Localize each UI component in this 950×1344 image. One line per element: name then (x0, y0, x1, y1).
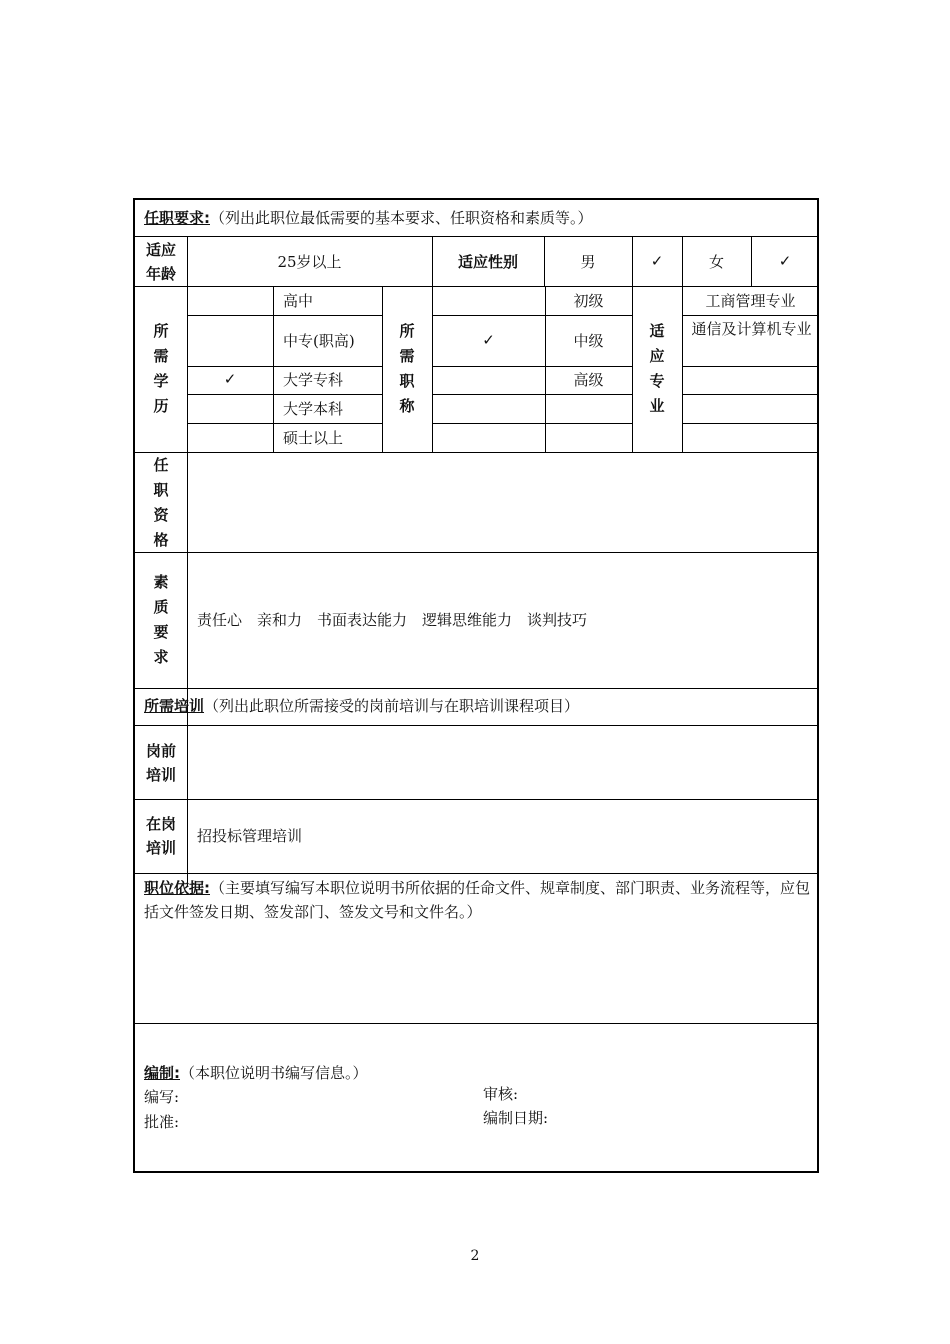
job-requirements-form (133, 198, 819, 1173)
rule (432, 394, 632, 395)
gender-female: 女 (708, 253, 724, 271)
title-level: 中级 (573, 332, 604, 350)
rule (187, 423, 382, 424)
rule (682, 366, 819, 367)
education-level: 大学专科 (283, 371, 344, 389)
training-title: 所需培训 (144, 697, 205, 715)
rule (135, 725, 819, 726)
education-level: 高中 (283, 292, 314, 310)
rule (273, 286, 274, 452)
rule (187, 366, 382, 367)
major-label: 适应专业 (649, 322, 665, 415)
rule (135, 236, 819, 237)
rule (187, 315, 382, 316)
age-label: 适应年龄 (145, 241, 176, 283)
basis-note: （主要填写编写本职位说明书所依据的任命文件、规章制度、部门职责、业务流程等，应包括文件签发日期、签发部门、签发文号和文件名。） (144, 879, 811, 921)
title-label: 所需职称 (399, 322, 415, 415)
major-item: 工商管理专业 (705, 292, 796, 310)
quality-value: 责任心 亲和力 书面表达能力 逻辑思维能力 谈判技巧 (197, 611, 588, 629)
gender-label: 适应性别 (457, 253, 518, 271)
approver-label: 批准: (144, 1113, 180, 1131)
quality-label: 素质要求 (153, 573, 169, 666)
compile-heading (144, 1063, 368, 1083)
rule (135, 873, 819, 874)
education-check-mark: ✓ (223, 370, 237, 388)
rule (432, 366, 632, 367)
rule (135, 452, 819, 453)
on-training-value: 招投标管理培训 (197, 827, 303, 845)
age-value: 25岁以上 (277, 253, 342, 271)
rule (682, 394, 819, 395)
basis-title: 职位依据: (144, 879, 210, 897)
training-note: （列出此职位所需接受的岗前培训与在职培训课程项目） (204, 697, 580, 715)
rule (187, 394, 382, 395)
requirements-heading (144, 208, 593, 228)
compile-title: 编制: (144, 1064, 180, 1082)
qualification-label: 任职资格 (153, 456, 169, 549)
requirements-title: 任职要求: (144, 209, 210, 227)
compile-note: （本职位说明书编写信息。） (180, 1064, 368, 1082)
female-check-mark: ✓ (778, 252, 792, 270)
rule (135, 688, 819, 689)
rule (432, 423, 632, 424)
date-label: 编制日期: (483, 1109, 549, 1127)
rule (682, 315, 819, 316)
rule (135, 799, 819, 800)
on-training-label: 在岗培训 (145, 815, 176, 857)
pre-training-label: 岗前培训 (145, 742, 176, 784)
title-check-mark: ✓ (482, 331, 495, 349)
education-level: 中专(职高) (283, 332, 355, 350)
title-level: 初级 (573, 292, 604, 310)
male-check-mark: ✓ (650, 252, 664, 270)
rule (682, 423, 819, 424)
rule (135, 286, 819, 287)
rule (187, 236, 188, 886)
rule (135, 1023, 819, 1024)
education-level: 大学本科 (283, 400, 344, 418)
education-label: 所需学历 (153, 322, 169, 415)
rule (432, 315, 632, 316)
gender-male: 男 (580, 253, 596, 271)
reviewer-label: 审核: (483, 1085, 519, 1103)
rule (382, 286, 383, 452)
education-level: 硕士以上 (283, 429, 344, 447)
rule (135, 552, 819, 553)
writer-label: 编写: (144, 1088, 180, 1106)
major-item: 通信及计算机专业 (691, 320, 812, 338)
training-heading (144, 696, 579, 716)
page-number: 2 (470, 1248, 480, 1264)
basis-section (144, 876, 812, 924)
title-level: 高级 (573, 371, 604, 389)
requirements-note: （列出此职位最低需要的基本要求、任职资格和素质等。） (210, 209, 593, 227)
